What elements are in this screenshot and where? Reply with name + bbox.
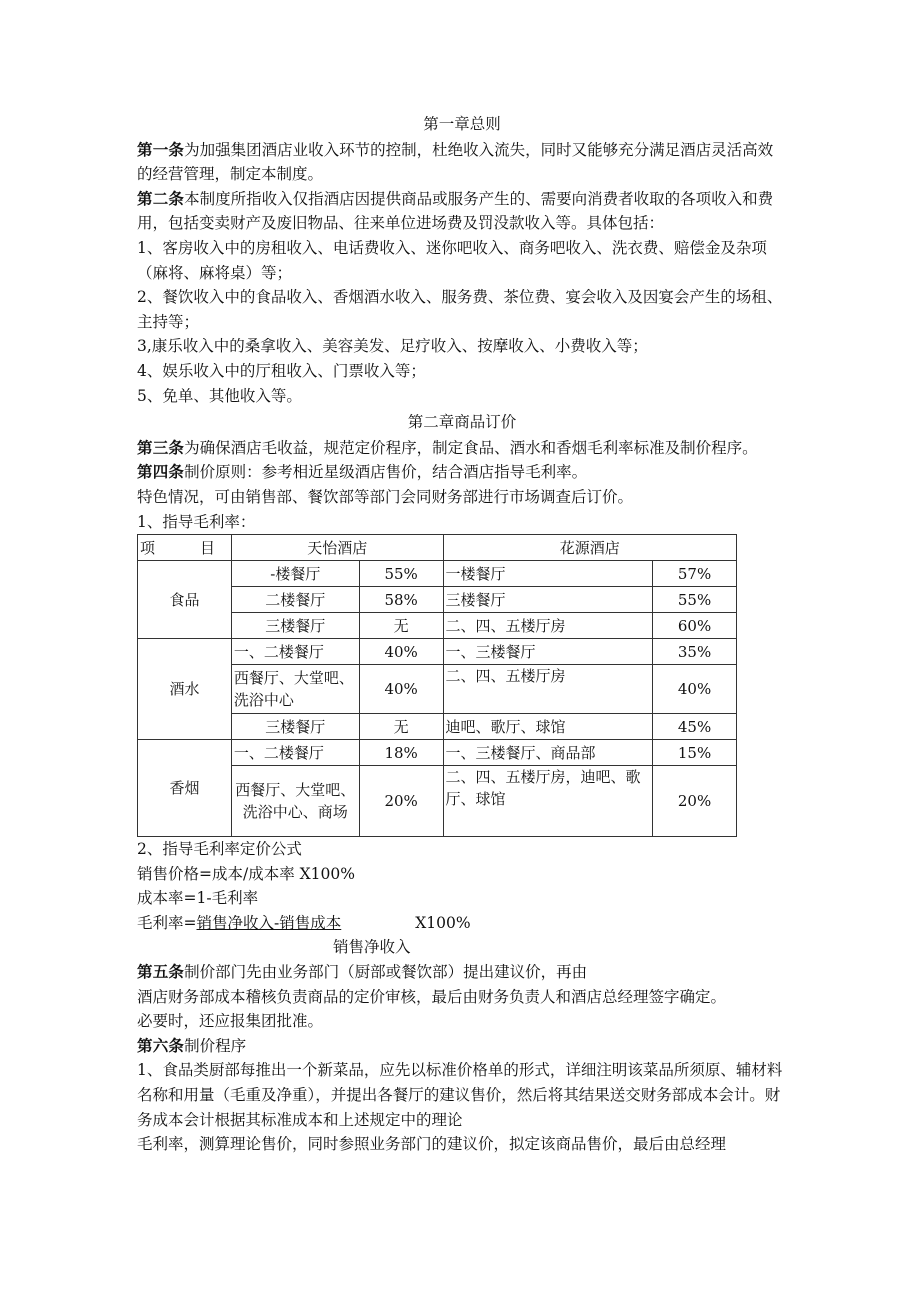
income-item-5: 5、免单、其他收入等。 — [137, 386, 302, 405]
article-5 — [137, 960, 787, 985]
hotel-b-outlet: 二、四、五楼厅房，迪吧、歌厅、球馆 — [443, 766, 653, 837]
document-page — [137, 110, 787, 1157]
article-3 — [137, 436, 787, 461]
formula-margin-denominator: 销售净收入 — [333, 938, 411, 957]
hotel-a-outlet: 三楼餐厅 — [231, 613, 359, 639]
hotel-b-rate: 57% — [653, 561, 737, 587]
hotel-a-outlet: 一、二楼餐厅 — [231, 639, 359, 665]
hotel-a-outlet: 三楼餐厅 — [231, 714, 359, 740]
article-6 — [137, 1034, 787, 1059]
category-food: 食品 — [138, 561, 232, 639]
formula-margin-factor: X100% — [415, 913, 471, 932]
rate-table-title: 1、指导毛利率： — [137, 512, 256, 531]
hotel-b-outlet: 三楼餐厅 — [443, 587, 653, 613]
article-6-body: 制价程序 — [184, 1036, 247, 1055]
hotel-b-rate: 15% — [653, 740, 737, 766]
article-6-para-1: 1、食品类厨部每推出一个新菜品，应先以标准价格单的形式，详细注明该菜品所须原、辅材料名称和用量（毛重及净重），并提出各餐厅的建议售价，然后将其结果送交财务部成本会计。财务成本会计根据其标准成本和上述规定中的理论 — [137, 1061, 783, 1129]
table-header-row — [138, 535, 737, 561]
hotel-a-rate: 40% — [359, 665, 443, 714]
hotel-b-rate: 35% — [653, 639, 737, 665]
hotel-b-rate: 55% — [653, 587, 737, 613]
hotel-b-outlet: 迪吧、歌厅、球馆 — [443, 714, 653, 740]
hotel-a-rate: 40% — [359, 639, 443, 665]
header-hotel-b: 花源酒店 — [443, 535, 736, 561]
income-item-1: 1、客房收入中的房租收入、电话费收入、迷你吧收入、商务吧收入、洗衣费、赔偿金及杂项（麻将、麻将桌）等； — [137, 238, 767, 282]
article-6-head: 第六条 — [137, 1036, 185, 1055]
hotel-a-rate: 18% — [359, 740, 443, 766]
article-2-body: 本制度所指收入仅指酒店因提供商品或服务产生的、需要向消费者收取的各项收入和费用，包括变卖财产及废旧物品、往来单位进场费及罚没款收入等。具体包括： — [137, 189, 774, 233]
hotel-b-rate: 20% — [653, 766, 737, 837]
chapter-1-title: 第一章总则 — [423, 115, 501, 133]
formula-margin-lhs: 毛利率= — [137, 913, 197, 932]
article-4-head: 第四条 — [137, 463, 185, 482]
article-1 — [137, 138, 787, 187]
article-5-head: 第五条 — [137, 963, 185, 982]
header-item: 项 目 — [138, 535, 232, 561]
category-drinks: 酒水 — [138, 639, 232, 740]
hotel-b-outlet: 一楼餐厅 — [443, 561, 653, 587]
article-1-head: 第一条 — [137, 140, 185, 159]
article-5-line3: 必要时，还应报集团批准。 — [137, 1012, 324, 1031]
hotel-b-outlet: 一、三楼餐厅、商品部 — [443, 740, 653, 766]
hotel-a-rate: 20% — [359, 766, 443, 837]
gross-margin-table — [137, 534, 737, 837]
formula-price: 销售价格=成本/成本率 X100% — [137, 864, 355, 883]
income-item-3: 3,康乐收入中的桑拿收入、美容美发、足疗收入、按摩收入、小费收入等； — [137, 337, 648, 356]
article-4-line2: 特色情况，可由销售部、餐饮部等部门会同财务部进行市场调查后订价。 — [137, 487, 634, 506]
income-item-4: 4、娱乐收入中的厅租收入、门票收入等； — [137, 361, 426, 380]
table-row — [138, 561, 737, 587]
article-2-head: 第二条 — [137, 189, 185, 208]
hotel-a-outlet: 一、二楼餐厅 — [231, 740, 359, 766]
hotel-b-outlet: 二、四、五楼厅房 — [443, 613, 653, 639]
article-3-head: 第三条 — [137, 438, 185, 457]
hotel-a-outlet: 西餐厅、大堂吧、洗浴中心、商场 — [231, 766, 359, 837]
article-6-para-2: 毛利率，测算理论售价，同时参照业务部门的建议价，拟定该商品售价，最后由总经理 — [137, 1135, 727, 1154]
formula-title: 2、指导毛利率定价公式 — [137, 840, 302, 859]
hotel-a-rate: 55% — [359, 561, 443, 587]
header-hotel-a: 天怡酒店 — [231, 535, 443, 561]
hotel-a-outlet: 二楼餐厅 — [231, 587, 359, 613]
article-1-body: 为加强集团酒店业收入环节的控制，杜绝收入流失，同时又能够充分满足酒店灵活高效的经营管理，制定本制度。 — [137, 140, 774, 184]
hotel-b-outlet: 一、三楼餐厅 — [443, 639, 653, 665]
article-5-body: 制价部门先由业务部门（厨部或餐饮部）提出建议价，再由 — [184, 963, 588, 982]
hotel-a-outlet: 西餐厅、大堂吧、洗浴中心 — [231, 665, 359, 714]
article-2 — [137, 187, 787, 236]
article-3-body: 为确保酒店毛收益，规范定价程序，制定食品、酒水和香烟毛利率标准及制价程序。 — [184, 438, 758, 457]
table-row — [138, 740, 737, 766]
article-5-line2: 酒店财务部成本稽核负责商品的定价审核，最后由财务负责人和酒店总经理签字确定。 — [137, 987, 727, 1006]
article-4 — [137, 460, 787, 485]
income-item-2: 2、餐饮收入中的食品收入、香烟酒水收入、服务费、茶位费、宴会收入及因宴会产生的场租、主持等； — [137, 288, 783, 331]
hotel-b-rate: 40% — [653, 665, 737, 714]
hotel-a-rate: 无 — [359, 714, 443, 740]
formula-margin — [137, 911, 787, 936]
table-row — [138, 639, 737, 665]
hotel-b-rate: 60% — [653, 613, 737, 639]
article-4-body: 制价原则：参考相近星级酒店售价，结合酒店指导毛利率。 — [184, 463, 588, 482]
category-cigarettes: 香烟 — [138, 740, 232, 837]
hotel-b-rate: 45% — [653, 714, 737, 740]
hotel-b-outlet: 二、四、五楼厅房 — [443, 665, 653, 714]
hotel-a-rate: 无 — [359, 613, 443, 639]
formula-margin-numerator: 销售净收入-销售成本 — [196, 913, 342, 932]
hotel-a-rate: 58% — [359, 587, 443, 613]
hotel-a-outlet: -楼餐厅 — [231, 561, 359, 587]
chapter-2-title: 第二章商品订价 — [407, 413, 517, 432]
formula-cost-rate: 成本率=1-毛利率 — [137, 889, 259, 908]
